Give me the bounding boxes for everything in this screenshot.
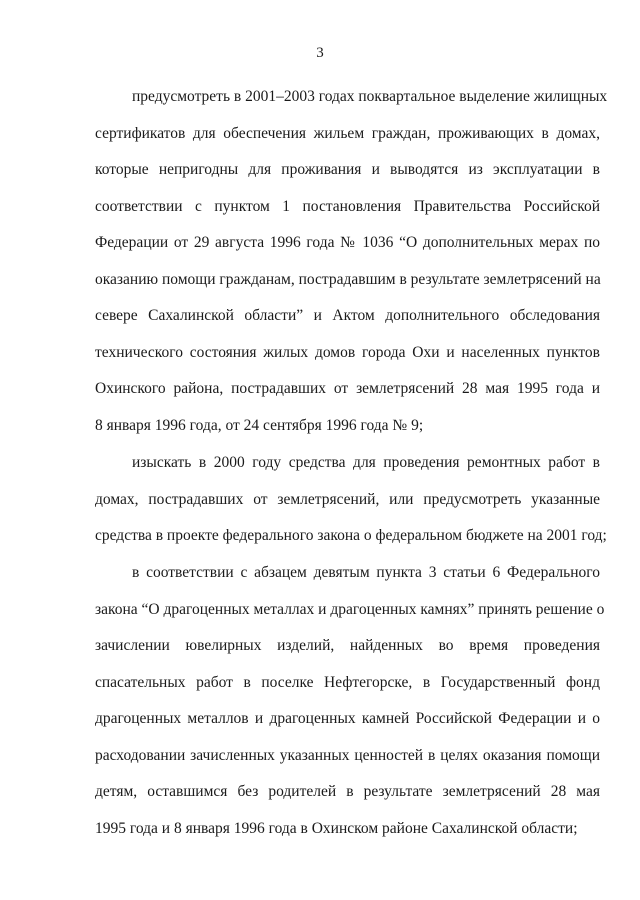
text-line: Охинского района, пострадавших от землетрясений 28 мая 1995 года и bbox=[95, 380, 600, 397]
paragraph-1 bbox=[95, 79, 608, 444]
paragraph-2 bbox=[95, 445, 607, 555]
text-line: изыскать в 2000 году средства для проведения ремонтных работ в bbox=[132, 454, 600, 471]
text-line: в соответствии с абзацем девятым пункта 3 статьи 6 Федерального bbox=[132, 564, 600, 581]
text-line: 1995 года и 8 января 1996 года в Охинском районе Сахалинской области; bbox=[95, 819, 578, 837]
text-line: соответствии с пунктом 1 постановления Правительства Российской bbox=[95, 197, 600, 215]
paragraph-3 bbox=[95, 555, 605, 847]
text-line: технического состояния жилых домов города Охи и населенных пунктов bbox=[95, 343, 600, 361]
text-line: оказанию помощи гражданам, пострадавшим в результате землетрясений на bbox=[95, 270, 601, 288]
text-line: сертификатов для обеспечения жильем граждан, проживающих в домах, bbox=[95, 124, 600, 142]
page-number: 3 bbox=[316, 45, 324, 61]
text-line: закона “О драгоценных металлах и драгоценных камнях” принять решение о bbox=[95, 600, 605, 618]
text-line: драгоценных металлов и драгоценных камней Российской Федерации и о bbox=[95, 710, 600, 727]
text-line: спасательных работ в поселке Нефтегорске, в Государственный фонд bbox=[95, 673, 600, 691]
text-line: домах, пострадавших от землетрясений, или предусмотреть указанные bbox=[95, 490, 600, 508]
text-line: зачислении ювелирных изделий, найденных во время проведения bbox=[95, 637, 600, 654]
text-line: севере Сахалинской области” и Актом дополнительного обследования bbox=[95, 307, 600, 324]
text-line: предусмотреть в 2001–2003 годах поквартальное выделение жилищных bbox=[132, 88, 608, 105]
text-line: 8 января 1996 года, от 24 сентября 1996 года № 9; bbox=[95, 416, 424, 434]
text-line: которые непригодны для проживания и выводятся из эксплуатации в bbox=[95, 161, 600, 178]
text-line: Федерации от 29 августа 1996 года № 1036 “О дополнительных мерах по bbox=[95, 234, 600, 251]
text-line: расходовании зачисленных указанных ценностей в целях оказания помощи bbox=[95, 746, 600, 764]
text-line: средства в проекте федерального закона о федеральном бюджете на 2001 год; bbox=[95, 527, 607, 544]
text-line: детям, оставшимся без родителей в результате землетрясений 28 мая bbox=[95, 783, 600, 800]
